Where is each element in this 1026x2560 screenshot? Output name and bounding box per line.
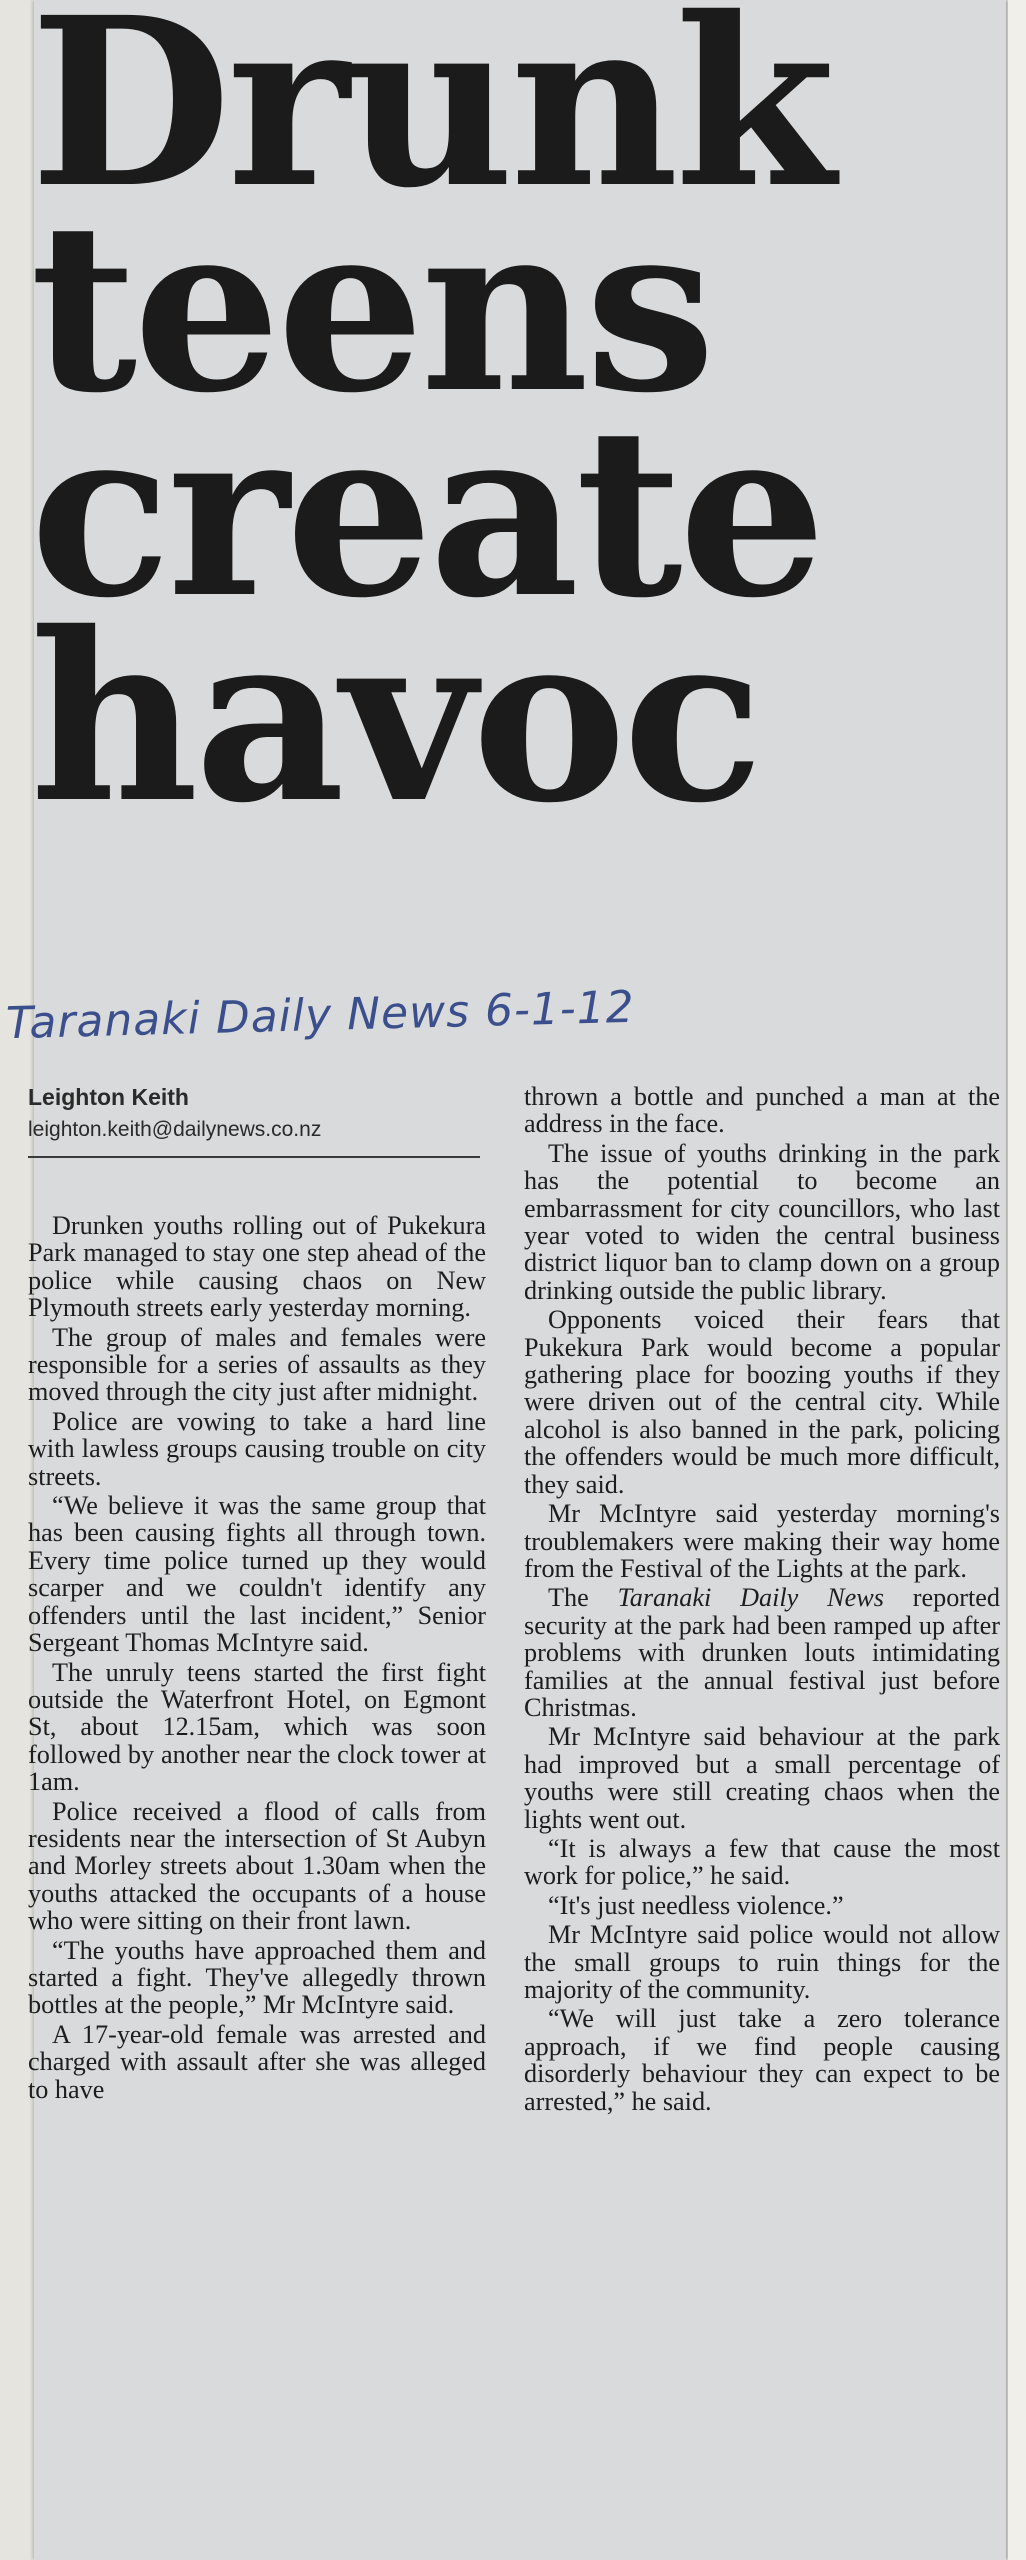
paragraph: “It is always a few that cause the most work for police,” he said. [524,1833,1000,1891]
headline [30,0,970,854]
paragraph: Drunken youths rolling out of Pukekura Park managed to stay one step ahead of the police while causing chaos on New Plymouth streets early yesterday morning. [28,1211,486,1323]
paragraph: The group of males and females were responsible for a series of assaults as they moved through the city just after midnight. [28,1322,486,1407]
headline-line: Drunk [30,0,832,239]
paragraph: Police are vowing to take a hard line with lawless groups causing trouble on city streets. [28,1406,486,1491]
text-run: reported security at the park had been ramped up after problems with drunken louts intimidating families at the annual festival just before Christmas. [524,1583,1001,1722]
article-column-left [28,1212,486,2105]
article-column-right [524,1083,1000,2117]
paragraph: The issue of youths drinking in the park has the potential to become an embarrassment for city councillors, who last year voted to widen the central business district liquor ban to clamp down on a group drinking outside the public library. [524,1138,1000,1305]
headline-line: teens [30,171,712,444]
paragraph: Mr McIntyre said behaviour at the park had improved but a small percentage of youths were still creating chaos when the lights went out. [524,1722,1000,1834]
paragraph: Opponents voiced their fears that Pukekura Park would become a popular gathering place for boozing youths if they were driven out of the central city. While alcohol is also banned in the park, policing the offenders would be much more difficult, they said. [524,1305,1000,1499]
handwritten-source-note: Taranaki Daily News 6-1-12 [5,981,636,1050]
paragraph: “The youths have approached them and started a fight. They've allegedly thrown bottles at the people,” Mr McIntyre said. [28,1935,486,2020]
paragraph: Mr McIntyre said yesterday morning's troublemakers were making their way home from the Festival of the Lights at the park. [524,1499,1000,1583]
author-name: Leighton Keith [28,1084,189,1110]
paragraph: A 17-year-old female was arrested and charged with assault after she was alleged to have [28,2019,486,2104]
text-run: The [548,1583,618,1613]
paragraph [524,1584,1000,1721]
headline-line: create [30,376,823,649]
paragraph: The unruly teens started the first fight outside the Waterfront Hotel, on Egmont St, about 12.15am, which was soon followed by another near the clock tower at 1am. [28,1657,486,1797]
paragraph: thrown a bottle and punched a man at the address in the face. [524,1082,1000,1139]
background-strip [1008,0,1026,2560]
paragraph: “We will just take a zero tolerance approach, if we find people causing disorderly behaviour they can expect to be arrested,” he said. [524,2004,1000,2116]
byline [28,1082,478,1144]
newspaper-name: Taranaki Daily News [617,1583,884,1613]
byline-divider [28,1156,480,1158]
author-email: leighton.keith@dailynews.co.nz [28,1118,322,1141]
paragraph: “It's just needless violence.” [548,1890,844,1920]
paragraph: Mr McIntyre said police would not allow the small groups to ruin things for the majority of the community. [524,1920,1000,2004]
paragraph: “We believe it was the same group that has been causing fights all through town. Every time police turned up they would scarper and we couldn't identify any offenders until the last incident,” Senior Sergeant Thomas McIntyre said. [28,1491,486,1658]
paragraph: Police received a flood of calls from residents near the intersection of St Aubyn and Morley streets about 1.30am when the youths attacked the occupants of a house who were sitting on their front lawn. [28,1796,486,1936]
headline-line: havoc [30,581,760,854]
